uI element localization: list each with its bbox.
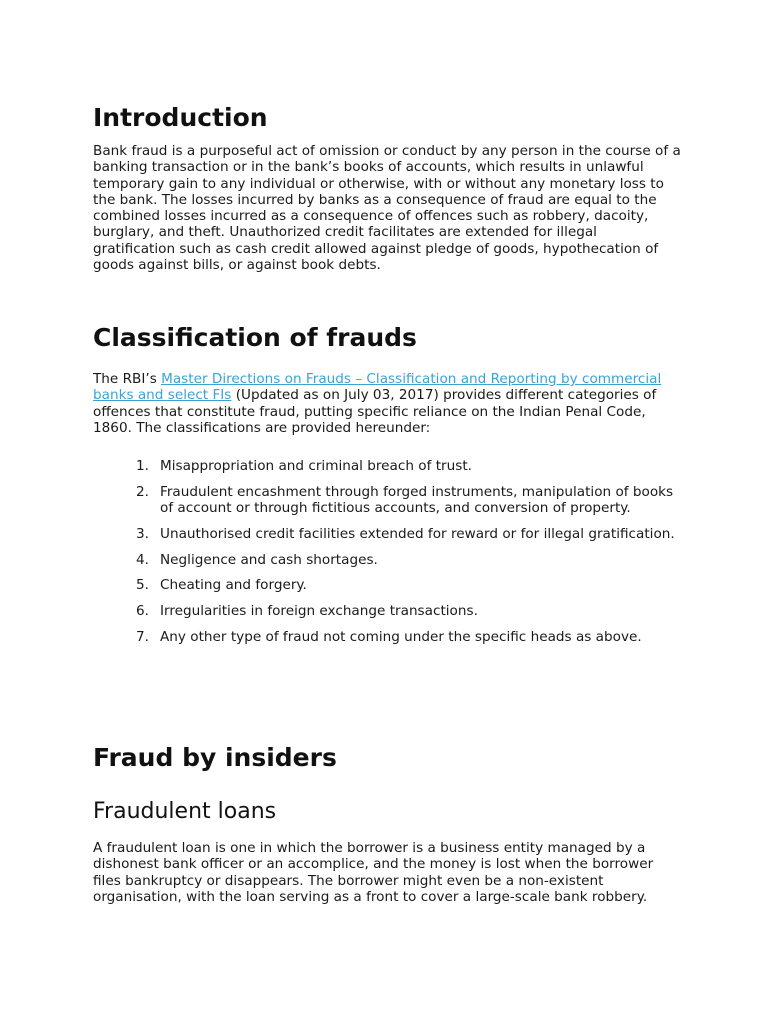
list-number: 5.	[136, 577, 149, 594]
list-item	[93, 629, 683, 645]
paragraph-fraudulent-loans: A fraudulent loan is one in which the borrower is a business entity managed by a dishonest bank officer or an accomplice, and the money is lost when the borrower files bankruptcy or disappears. The borrower might even be a non-existent organisation, with the loan serving as a front to cover a large-scale bank robbery.	[93, 840, 654, 905]
heading-fraud-by-insiders: Fraud by insiders	[93, 743, 337, 772]
heading-introduction: Introduction	[93, 103, 268, 132]
list-text: Any other type of fraud not coming under the specific heads as above.	[160, 629, 642, 646]
list-text: Cheating and forgery.	[160, 577, 307, 594]
subheading-fraudulent-loans: Fraudulent loans	[93, 799, 277, 824]
classification-suffix: (Updated as on July 03, 2017) provides different categories of offences that constitute fraud, putting specific reliance on the Indian Penal Code, 1860. The classifications are provided hereunder:	[93, 387, 657, 436]
list-number: 1.	[136, 458, 149, 474]
list-item	[93, 552, 683, 568]
heading-classification: Classification of frauds	[93, 323, 417, 352]
list-item	[93, 458, 683, 474]
list-text: Unauthorised credit facilities extended for reward or for illegal gratification.	[160, 525, 675, 542]
paragraph-introduction: Bank fraud is a purposeful act of omission or conduct by any person in the course of a banking transaction or in the bank’s books of accounts, which results in unlawful temporary gain to any individual or otherwise, with or without any monetary loss to the bank. The losses incurred by banks as a consequence of fraud are equal to the combined losses incurred as a consequence of offences such as robbery, dacoity, burglary, and theft. Unauthorized credit facilitates are extended for illegal gratification such as cash credit allowed against pledge of goods, hypothecation of goods against bills, or against book debts.	[93, 143, 681, 274]
list-item	[93, 577, 683, 593]
list-text: Misappropriation and criminal breach of trust.	[160, 458, 472, 474]
list-item	[93, 484, 683, 517]
list-text: Negligence and cash shortages.	[160, 551, 378, 568]
master-directions-link[interactable]: Master Directions on Frauds – Classification and Reporting by commercial banks and select FIs	[93, 371, 662, 404]
list-number: 3.	[136, 525, 149, 542]
classification-list	[93, 458, 683, 655]
rbi-prefix: The RBI’s	[93, 371, 162, 387]
paragraph-classification	[93, 371, 683, 436]
list-item	[93, 603, 683, 619]
list-number: 4.	[136, 551, 149, 568]
list-number: 6.	[136, 603, 149, 620]
list-item	[93, 526, 683, 542]
list-text: Irregularities in foreign exchange transactions.	[160, 603, 478, 620]
list-text: Fraudulent encashment through forged instruments, manipulation of books of account or through fictitious accounts, and conversion of property.	[160, 483, 674, 517]
list-number: 7.	[136, 629, 149, 646]
list-number: 2.	[136, 483, 149, 500]
